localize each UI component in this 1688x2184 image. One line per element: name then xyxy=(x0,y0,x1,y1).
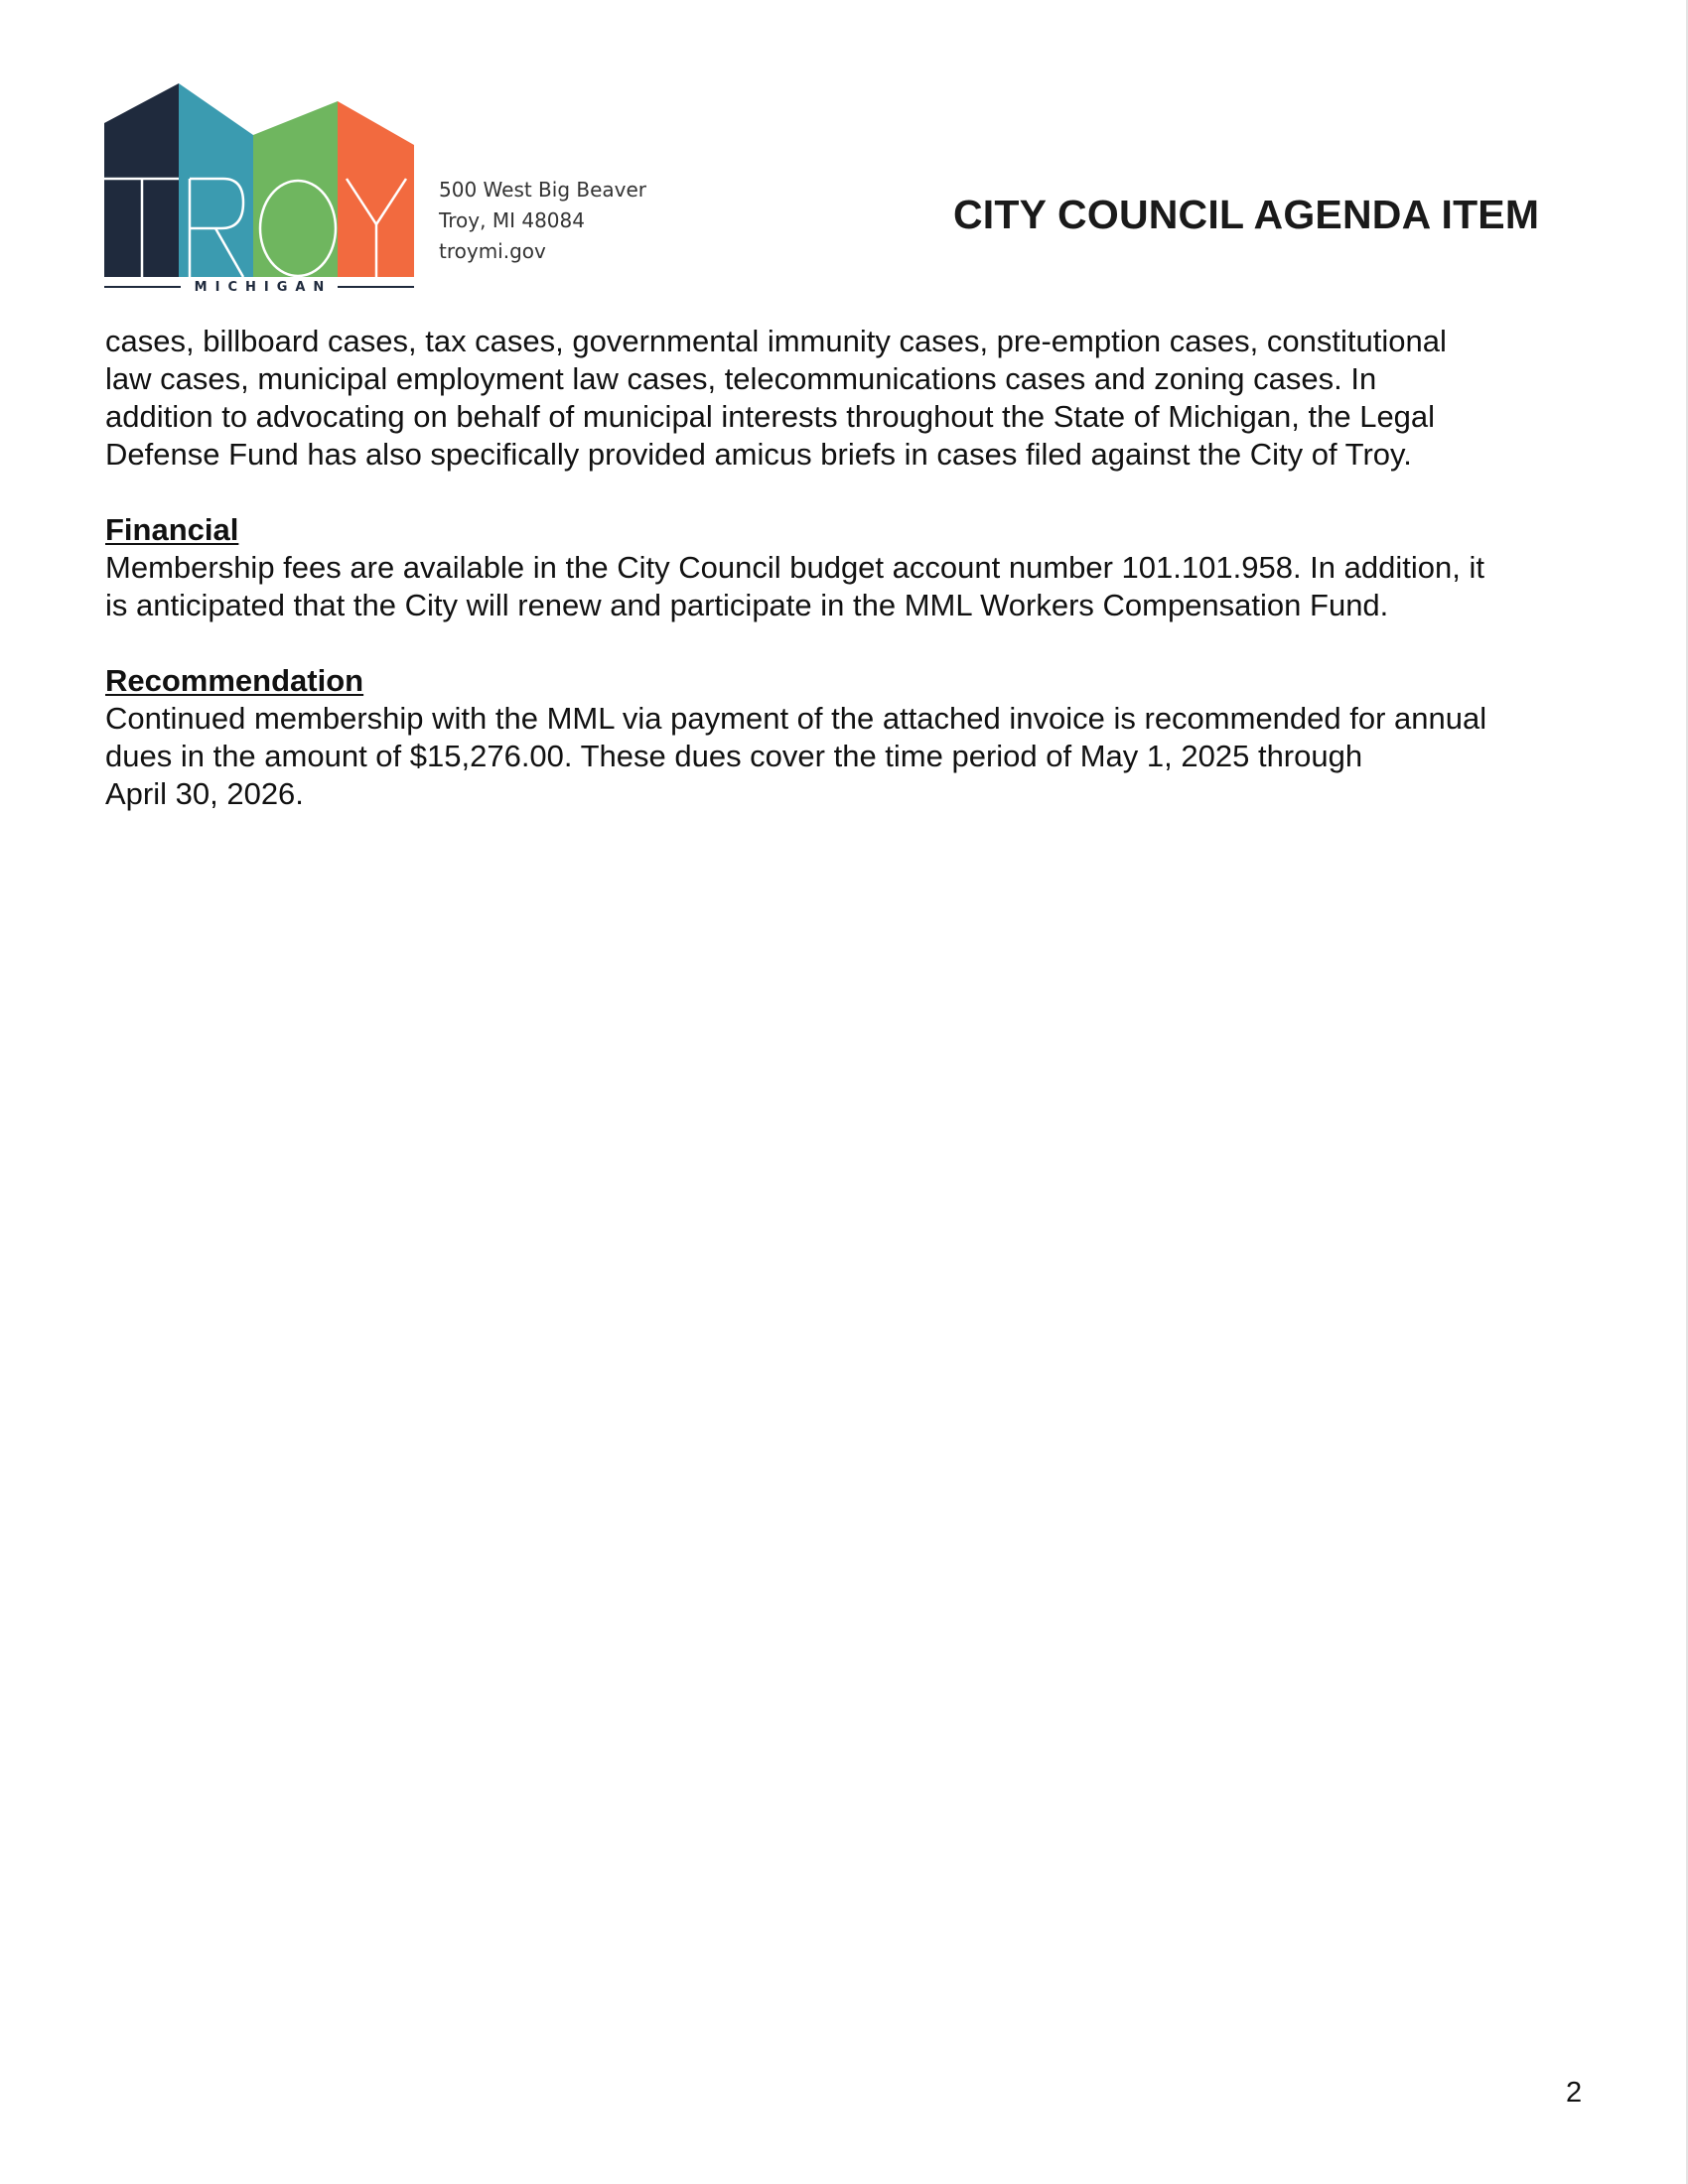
troy-logo-graphic xyxy=(104,83,414,277)
financial-line: is anticipated that the City will renew and participate in the MML Workers Compensation Fund. xyxy=(105,588,1389,622)
document-title: CITY COUNCIL AGENDA ITEM xyxy=(953,192,1540,237)
recommendation-heading: Recommendation xyxy=(105,663,364,698)
financial-line: Membership fees are available in the City Council budget account number 101.101.958. In addition, it xyxy=(105,550,1484,585)
financial-paragraph xyxy=(105,549,1595,624)
financial-section xyxy=(105,511,1595,624)
logo-right-rule xyxy=(338,286,414,288)
address-website: troymi.gov xyxy=(439,239,546,263)
logo-state-line xyxy=(104,277,414,297)
intro-line: Defense Fund has also specifically provided amicus briefs in cases filed against the City of Troy. xyxy=(105,437,1412,472)
logo-state-text: MICHIGAN xyxy=(194,279,333,295)
logo-left-rule xyxy=(104,286,181,288)
recommendation-line: April 30, 2026. xyxy=(105,776,304,811)
troy-logo xyxy=(104,83,414,297)
address-city-state-zip: Troy, MI 48084 xyxy=(439,208,585,232)
city-address xyxy=(439,175,646,267)
recommendation-line: Continued membership with the MML via payment of the attached invoice is recommended for annual xyxy=(105,701,1487,736)
intro-line: cases, billboard cases, tax cases, governmental immunity cases, pre-emption cases, constitutional xyxy=(105,324,1447,358)
intro-paragraph xyxy=(105,323,1595,474)
recommendation-section xyxy=(105,662,1595,813)
logo-green-house xyxy=(253,101,338,277)
page-number: 2 xyxy=(1566,2077,1583,2109)
intro-line: law cases, municipal employment law cases, telecommunications cases and zoning cases. In xyxy=(105,361,1377,396)
address-street: 500 West Big Beaver xyxy=(439,178,647,202)
recommendation-paragraph xyxy=(105,700,1595,813)
intro-line: addition to advocating on behalf of municipal interests throughout the State of Michigan, the Legal xyxy=(105,399,1436,434)
financial-heading: Financial xyxy=(105,512,239,547)
recommendation-line: dues in the amount of $15,276.00. These dues cover the time period of May 1, 2025 through xyxy=(105,739,1363,773)
document-body xyxy=(105,323,1595,813)
